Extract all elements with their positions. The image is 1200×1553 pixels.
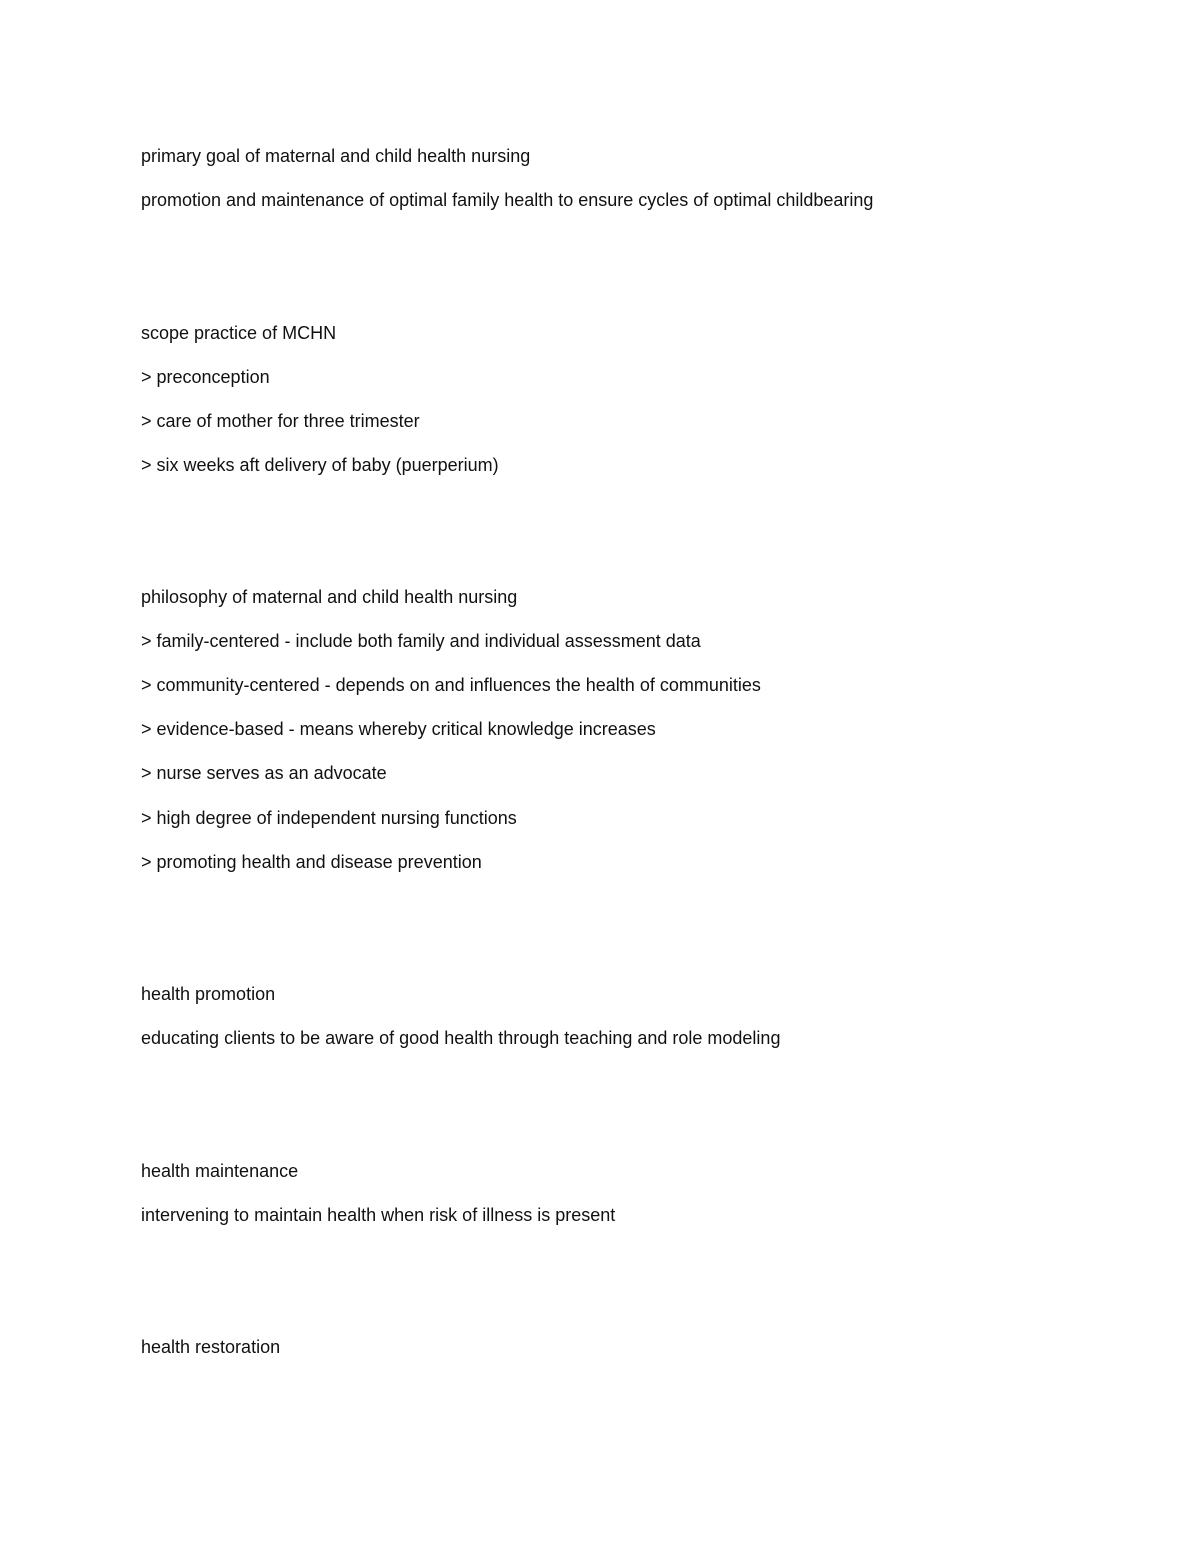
section-line: > promoting health and disease prevention bbox=[141, 852, 482, 872]
section-line: > preconception bbox=[141, 367, 270, 387]
section-title: health maintenance bbox=[141, 1161, 299, 1181]
section-line: > care of mother for three trimester bbox=[141, 411, 420, 431]
section-title: health restoration bbox=[141, 1337, 281, 1357]
section-line: > family-centered - include both family and individual assessment data bbox=[141, 631, 701, 651]
section-title: primary goal of maternal and child health nursing bbox=[141, 146, 531, 166]
section-line: > six weeks aft delivery of baby (puerperium) bbox=[141, 455, 499, 475]
section-line: > nurse serves as an advocate bbox=[141, 763, 387, 783]
section-title: health promotion bbox=[141, 984, 276, 1004]
section-line: intervening to maintain health when risk of illness is present bbox=[141, 1205, 616, 1225]
section-line: > community-centered - depends on and influences the health of communities bbox=[141, 675, 761, 695]
section-line: promotion and maintenance of optimal family health to ensure cycles of optimal childbearing bbox=[141, 190, 874, 210]
section-line: > high degree of independent nursing functions bbox=[141, 808, 517, 828]
section-line: > evidence-based - means whereby critical knowledge increases bbox=[141, 719, 656, 739]
section-line: educating clients to be aware of good health through teaching and role modeling bbox=[141, 1028, 781, 1048]
section-title: scope practice of MCHN bbox=[141, 323, 337, 343]
section-title: philosophy of maternal and child health nursing bbox=[141, 587, 518, 607]
